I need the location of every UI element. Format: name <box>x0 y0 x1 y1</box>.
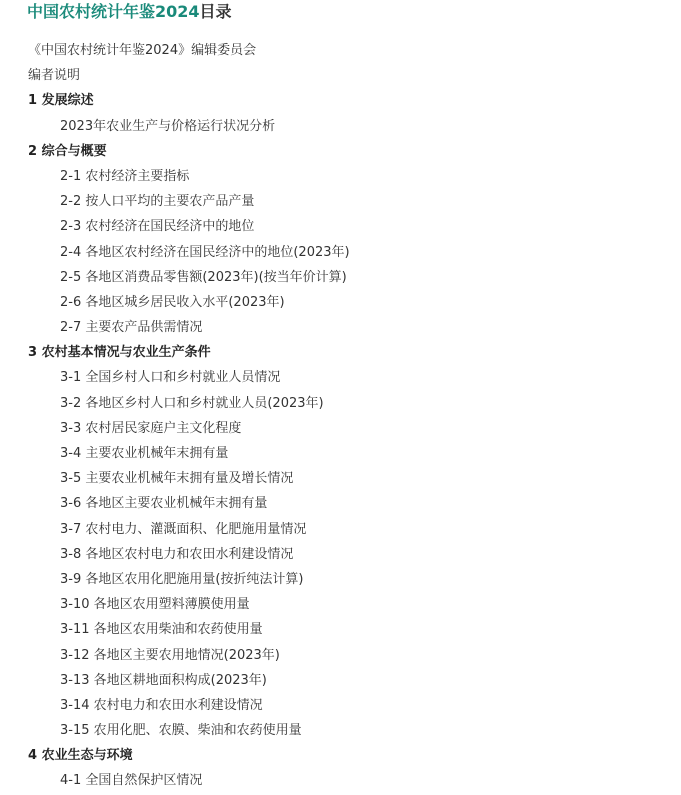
toc-entry <box>0 189 681 214</box>
page-title-suffix: 目录 <box>199 2 232 21</box>
toc-entry-link[interactable]: 3-2 各地区乡村人口和乡村就业人员(2023年) <box>60 395 324 411</box>
toc-section-link[interactable]: 1 发展综述 <box>28 93 94 109</box>
toc-entry <box>0 164 681 189</box>
toc-section-link[interactable]: 4 农业生态与环境 <box>28 748 133 764</box>
toc-entry-link[interactable]: 3-11 各地区农用柴油和农药使用量 <box>60 622 263 638</box>
toc-section-heading <box>0 743 681 768</box>
toc-entry-link[interactable]: 3-9 各地区农用化肥施用量(按折纯法计算) <box>60 571 304 587</box>
toc-entry <box>0 592 681 617</box>
toc-entry <box>0 768 681 793</box>
toc-entry <box>0 365 681 390</box>
toc-entry <box>0 214 681 239</box>
toc-entry <box>0 466 681 491</box>
toc-entry-link[interactable]: 4-1 全国自然保护区情况 <box>60 773 203 789</box>
page-title-main: 中国农村统计年鉴2024 <box>27 2 200 21</box>
toc-entry-link[interactable]: 3-13 各地区耕地面积构成(2023年) <box>60 672 267 688</box>
toc-entry-link[interactable]: 3-8 各地区农村电力和农田水利建设情况 <box>60 546 294 562</box>
toc-entry <box>0 643 681 668</box>
toc-entry <box>0 517 681 542</box>
toc-entry-link[interactable]: 2-5 各地区消费品零售额(2023年)(按当年价计算) <box>60 269 347 285</box>
toc-entry-link[interactable]: 2-7 主要农产品供需情况 <box>60 320 203 336</box>
toc-entry-link[interactable]: 2-4 各地区农村经济在国民经济中的地位(2023年) <box>60 244 350 260</box>
toc-entry <box>0 114 681 139</box>
toc-entry-link[interactable]: 3-7 农村电力、灌溉面积、化肥施用量情况 <box>60 521 307 537</box>
toc-entry-link[interactable]: 编者说明 <box>28 68 81 84</box>
toc-entry <box>0 38 681 63</box>
toc-entry-link[interactable]: 2-6 各地区城乡居民收入水平(2023年) <box>60 294 285 310</box>
toc-entry <box>0 693 681 718</box>
page-title <box>27 1 232 23</box>
toc-entry <box>0 441 681 466</box>
toc-section-heading <box>0 340 681 365</box>
toc-entry <box>0 718 681 743</box>
toc-entry <box>0 315 681 340</box>
toc-section-link[interactable]: 3 农村基本情况与农业生产条件 <box>28 345 211 361</box>
toc-entry-link[interactable]: 3-12 各地区主要农用地情况(2023年) <box>60 647 280 663</box>
toc-section-heading <box>0 88 681 113</box>
toc-entry-link[interactable]: 2-3 农村经济在国民经济中的地位 <box>60 219 255 235</box>
toc-entry-link[interactable]: 3-10 各地区农用塑料薄膜使用量 <box>60 597 250 613</box>
toc-entry <box>0 416 681 441</box>
toc-entry-link[interactable]: 2023年农业生产与价格运行状况分析 <box>60 118 276 134</box>
toc-entry-link[interactable]: 3-3 农村居民家庭户主文化程度 <box>60 420 242 436</box>
toc-entry-link[interactable]: 3-14 农村电力和农田水利建设情况 <box>60 697 263 713</box>
toc-entry <box>0 542 681 567</box>
toc-entry-link[interactable]: 3-6 各地区主要农业机械年末拥有量 <box>60 496 268 512</box>
toc-entry-link[interactable]: 3-15 农用化肥、农膜、柴油和农药使用量 <box>60 723 302 739</box>
toc-entry <box>0 668 681 693</box>
toc-entry <box>0 391 681 416</box>
toc-entry-link[interactable]: 3-4 主要农业机械年末拥有量 <box>60 446 229 461</box>
toc-section-heading <box>0 139 681 164</box>
toc-entry-link[interactable]: 《中国农村统计年鉴2024》编辑委员会 <box>28 43 257 58</box>
toc-entry <box>0 290 681 315</box>
toc-entry <box>0 240 681 265</box>
toc-entry <box>0 63 681 88</box>
toc-section-link[interactable]: 2 综合与概要 <box>28 143 107 159</box>
table-of-contents <box>0 38 681 794</box>
toc-entry-link[interactable]: 2-1 农村经济主要指标 <box>60 168 190 184</box>
toc-entry <box>0 617 681 642</box>
toc-entry <box>0 491 681 516</box>
toc-entry-link[interactable]: 2-2 按人口平均的主要农产品产量 <box>60 194 255 210</box>
toc-entry <box>0 567 681 592</box>
toc-entry <box>0 265 681 290</box>
toc-entry-link[interactable]: 3-1 全国乡村人口和乡村就业人员情况 <box>60 370 281 386</box>
toc-entry-link[interactable]: 3-5 主要农业机械年末拥有量及增长情况 <box>60 471 294 487</box>
